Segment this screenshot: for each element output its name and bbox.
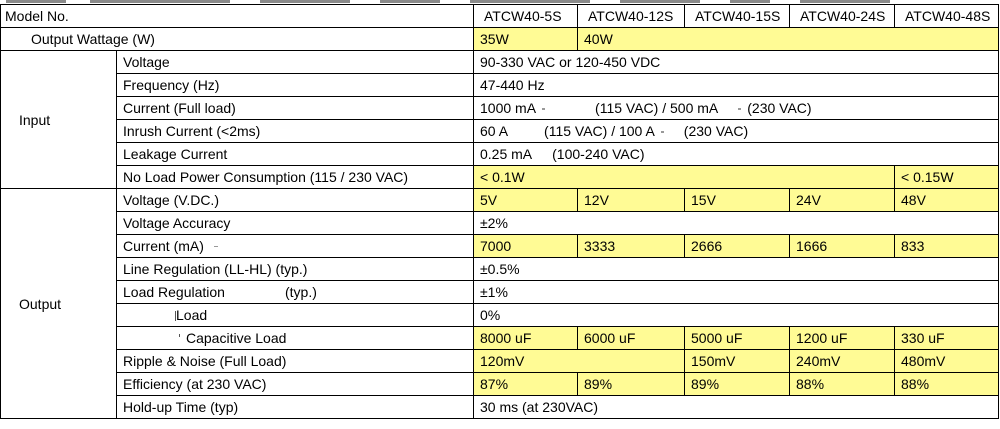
value-part: (230 VAC) [683, 123, 749, 139]
row-value: 47-440 Hz [474, 74, 999, 97]
row-value: < 0.1W [474, 166, 895, 189]
row-value: < 0.15W [895, 166, 999, 189]
value-part: (100-240 VAC) [552, 146, 645, 162]
spec-row [1, 396, 999, 419]
model-header: ATCW40-24S [790, 5, 895, 28]
row-value: 5V [474, 189, 578, 212]
row-label: Efficiency (at 230 VAC) [117, 373, 474, 396]
row-value: 2666 [685, 235, 790, 258]
row-value: 1666 [790, 235, 895, 258]
row-value: 833 [895, 235, 999, 258]
row-label: Ripple & Noise (Full Load) [117, 350, 474, 373]
spec-row [1, 120, 999, 143]
row-label [117, 327, 474, 350]
spec-row [1, 327, 999, 350]
row-value: 0% [474, 304, 999, 327]
model-header: ATCW40-5S [474, 5, 578, 28]
spec-row [1, 166, 999, 189]
row-label: Current (Full load) [117, 97, 474, 120]
row-value: 12V [578, 189, 685, 212]
row-label: Voltage (V.DC.) [117, 189, 474, 212]
spec-row [1, 212, 999, 235]
spec-row [1, 51, 999, 74]
model-no-label: Model No. [1, 5, 474, 28]
label-text: Capacitive Load [186, 330, 287, 346]
row-label [117, 235, 474, 258]
row-label: Voltage Accuracy [117, 212, 474, 235]
value-part: 60 A [480, 123, 509, 139]
row-label: Inrush Current (<2ms) [117, 120, 474, 143]
spec-row [1, 281, 999, 304]
row-value: 1200 uF [790, 327, 895, 350]
row-value: 5000 uF [685, 327, 790, 350]
row-label [117, 304, 474, 327]
wattage-label-text: Output Wattage (W) [31, 31, 155, 47]
header-row [1, 5, 999, 28]
row-value: ±0.5% [474, 258, 999, 281]
row-value: 24V [790, 189, 895, 212]
row-value: 120mV [474, 350, 685, 373]
row-value: 88% [895, 373, 999, 396]
spec-row [1, 350, 999, 373]
row-value: 480mV [895, 350, 999, 373]
row-value: 88% [790, 373, 895, 396]
label-text: Current (mA) [123, 238, 204, 254]
wattage-row [1, 28, 999, 51]
spec-row [1, 258, 999, 281]
row-value: 30 ms (at 230VAC) [474, 396, 999, 419]
row-label: Hold-up Time (typ) [117, 396, 474, 419]
model-header: ATCW40-15S [685, 5, 790, 28]
row-value: 15V [685, 189, 790, 212]
model-header: ATCW40-12S [578, 5, 685, 28]
model-header: ATCW40-48S [895, 5, 999, 28]
row-label: Leakage Current [117, 143, 474, 166]
spec-row [1, 235, 999, 258]
row-value [474, 120, 999, 143]
value-part: 1000 mA [480, 100, 537, 116]
spec-row [1, 373, 999, 396]
label-text: Load Regulation [123, 284, 225, 300]
wattage-value: 40W [578, 28, 999, 51]
wattage-value: 35W [474, 28, 578, 51]
value-part: 0.25 mA [480, 146, 533, 162]
row-label: No Load Power Consumption (115 / 230 VAC) [117, 166, 474, 189]
spec-row [1, 189, 999, 212]
row-value: 48V [895, 189, 999, 212]
row-value: 8000 uF [474, 327, 578, 350]
value-part: (115 VAC) / 500 mA [595, 100, 719, 116]
output-wattage-label [1, 28, 474, 51]
row-value: 89% [578, 373, 685, 396]
output-group-label: Output [1, 189, 117, 419]
row-value: 7000 [474, 235, 578, 258]
row-label [117, 281, 474, 304]
row-label: Voltage [117, 51, 474, 74]
row-value: 150mV [685, 350, 790, 373]
spec-table [0, 4, 999, 419]
spec-row [1, 97, 999, 120]
spec-row [1, 304, 999, 327]
row-label: Frequency (Hz) [117, 74, 474, 97]
row-value [474, 143, 999, 166]
label-text: Load [176, 307, 208, 323]
row-value: 90-330 VAC or 120-450 VDC [474, 51, 999, 74]
spec-row [1, 74, 999, 97]
row-value [474, 97, 999, 120]
spec-row [1, 143, 999, 166]
row-value: 6000 uF [578, 327, 685, 350]
row-value: ±2% [474, 212, 999, 235]
value-part: (230 VAC) [747, 100, 812, 116]
input-group-label: Input [1, 51, 117, 189]
value-part: (115 VAC) / 100 A [544, 123, 655, 139]
row-value: 87% [474, 373, 578, 396]
row-value: 89% [685, 373, 790, 396]
row-value: 3333 [578, 235, 685, 258]
row-value: 330 uF [895, 327, 999, 350]
row-value: ±1% [474, 281, 999, 304]
row-label: Line Regulation (LL-HL) (typ.) [117, 258, 474, 281]
label-text: (typ.) [284, 284, 317, 300]
row-value: 240mV [790, 350, 895, 373]
